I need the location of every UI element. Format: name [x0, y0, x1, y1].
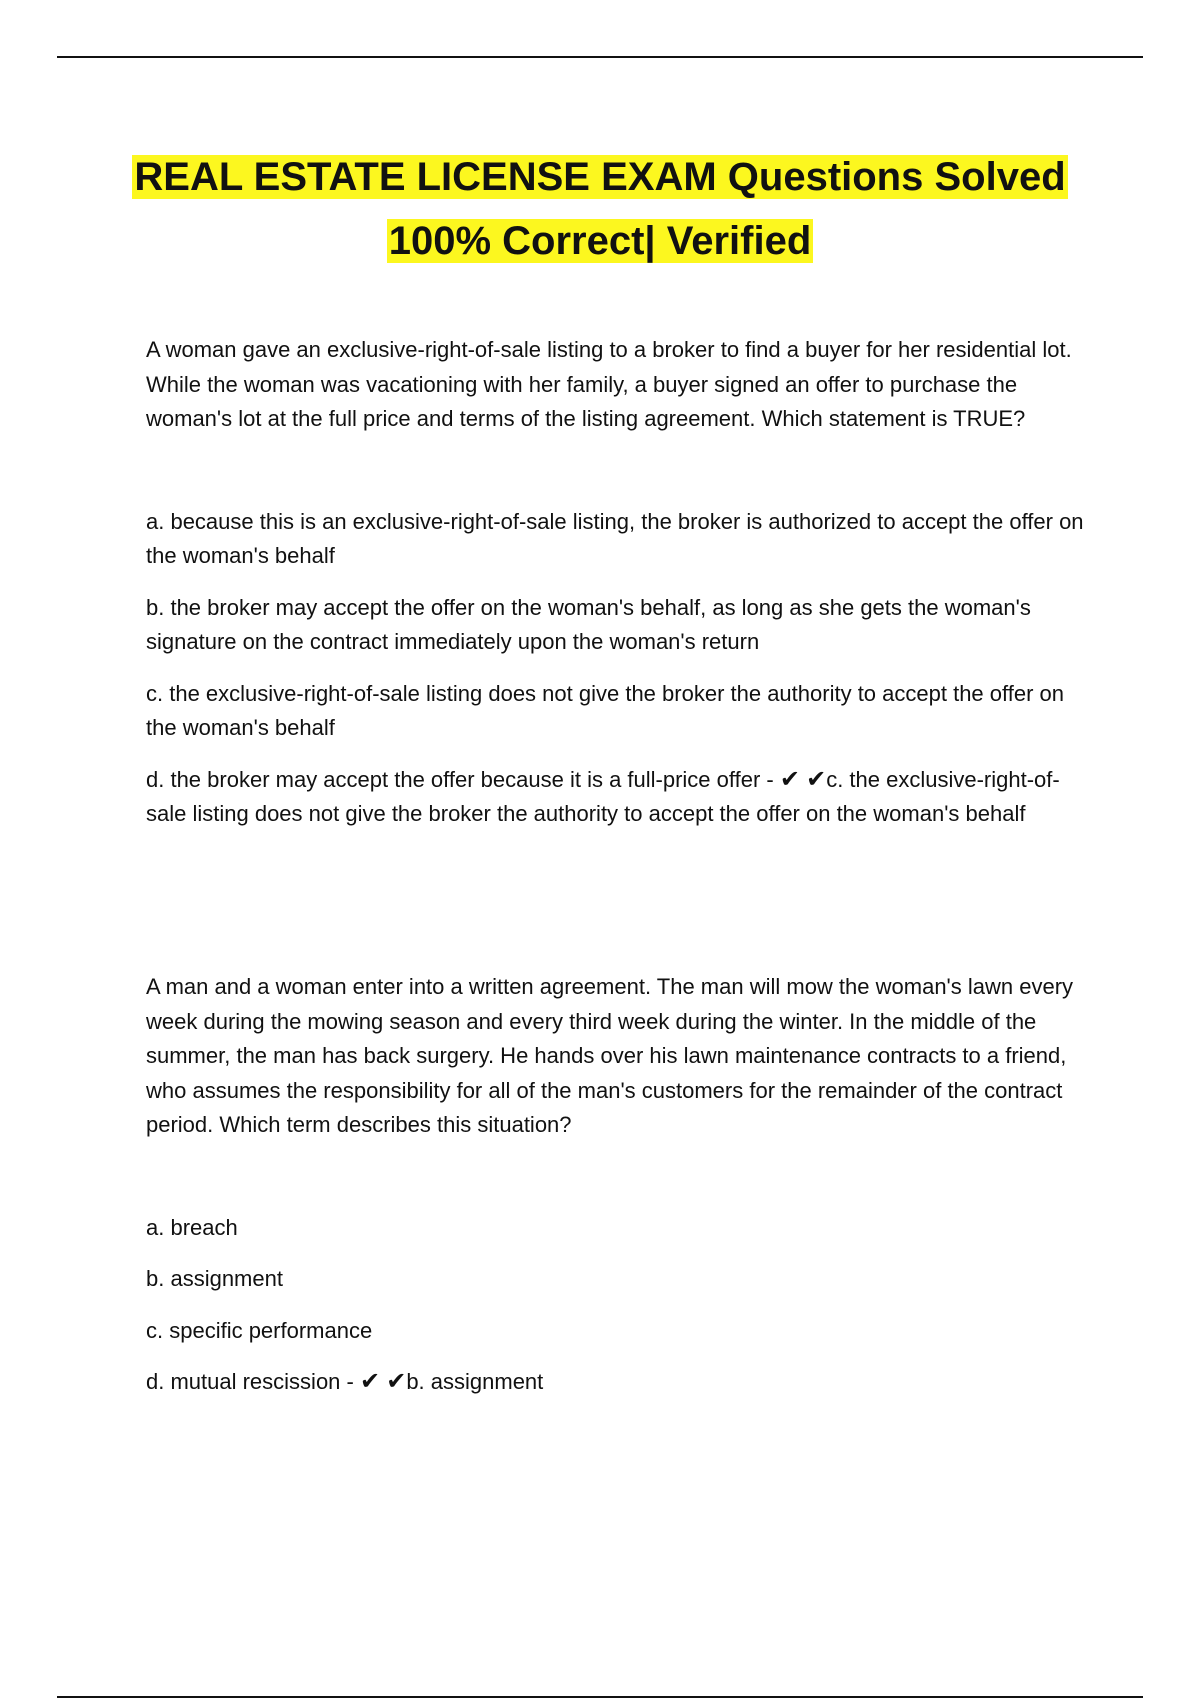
option-a: a. because this is an exclusive-right-of-sale listing, the broker is authorized to accept the offer on the woman's behalf — [146, 508, 1084, 568]
option-b: b. assignment — [146, 1266, 283, 1291]
checkmark-icon: ✔ — [359, 1367, 381, 1395]
checkmark-icon: ✔ — [386, 1367, 407, 1395]
option-d: d. the broker may accept the offer because it is a full-price offer - — [146, 766, 780, 792]
option-d: d. mutual rescission - — [146, 1369, 360, 1394]
checkmark-icon: ✔ — [806, 764, 827, 793]
option-b: b. the broker may accept the offer on the woman's behalf, as long as she gets the woman's signature on the contract immediately upon the woman's return — [146, 594, 1031, 654]
option-c: c. specific performance — [146, 1317, 373, 1343]
question-block-1 — [146, 333, 1092, 832]
checkmark-icon: ✔ — [779, 764, 800, 793]
title-line-1: REAL ESTATE LICENSE EXAM Questions Solved — [134, 155, 1066, 199]
option-list — [146, 1211, 1092, 1400]
question-block-2 — [146, 970, 1092, 1400]
answer-text: c. the exclusive-right-of-sale listing does not give the broker the authority to accept the offer on the woman's behalf — [146, 766, 1060, 826]
answer-text: b. assignment — [406, 1369, 544, 1394]
question-text: A woman gave an exclusive-right-of-sale listing to a broker to find a buyer for her residential lot. While the woman was vacationing with her family, a buyer signed an offer to purchase the woman's lot at the full price and terms of the listing agreement. Which statement is TRUE? — [146, 337, 1072, 431]
top-rule — [57, 56, 1143, 58]
document-title — [0, 145, 1200, 273]
question-text: A man and a woman enter into a written agreement. The man will mow the woman's lawn every week during the mowing season and every third week during the winter. In the middle of the summer, the man has back surgery. He hands over his lawn maintenance contracts to a friend, who assumes the responsibility for all of the man's customers for the remainder of the contract period. Which term describes this situation? — [146, 974, 1074, 1137]
option-d-with-answer — [146, 1365, 1092, 1400]
bottom-rule — [57, 1696, 1143, 1698]
option-c: c. the exclusive-right-of-sale listing does not give the broker the authority to accept the offer on the woman's behalf — [146, 680, 1064, 740]
option-a: a. breach — [146, 1214, 238, 1240]
option-list — [146, 505, 1092, 832]
title-line-2: 100% Correct| Verified — [388, 219, 812, 263]
option-d-with-answer — [146, 763, 1092, 832]
